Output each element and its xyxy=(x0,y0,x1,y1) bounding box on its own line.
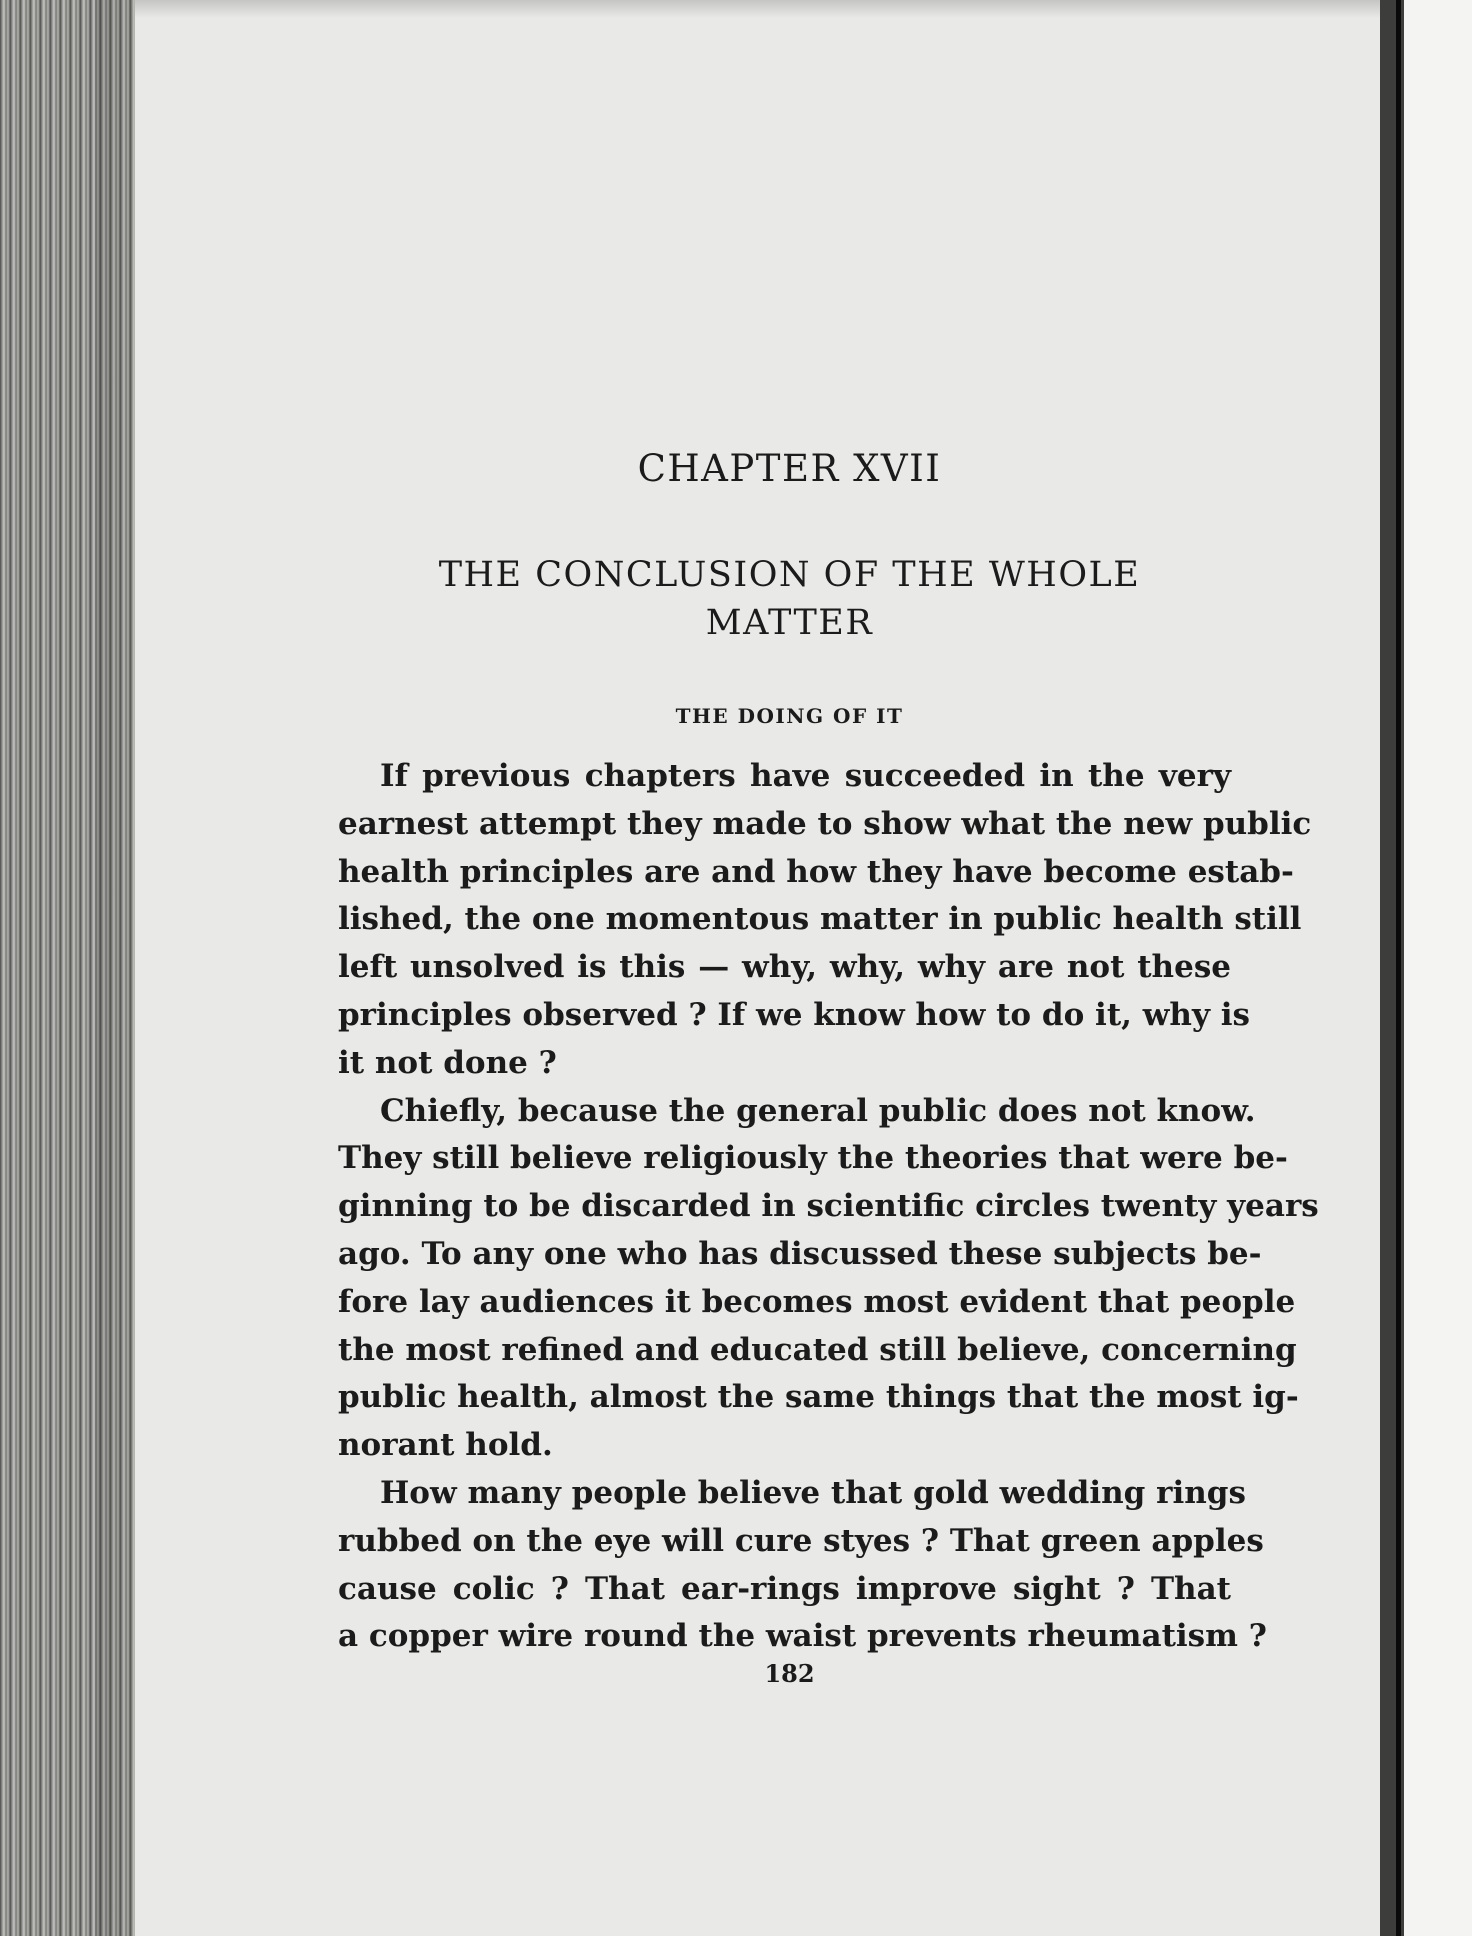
right-gutter xyxy=(1380,0,1472,1936)
text-line: rubbed on the eye will cure styes ? That green apples xyxy=(338,1522,1264,1559)
text-line: the most refined and educated still believe, concerning xyxy=(338,1331,1297,1368)
text-line: principles observed ? If we know how to do it, why is xyxy=(338,996,1250,1033)
text-line: How many people believe that gold wedding rings xyxy=(380,1474,1246,1511)
text-line: ago. To any one who has discussed these subjects be- xyxy=(338,1235,1262,1272)
chapter-title-line: MATTER xyxy=(705,603,874,643)
text-line: ginning to be discarded in scientific circles twenty years xyxy=(338,1188,1319,1225)
paragraph xyxy=(338,1470,1267,1661)
gutter-line xyxy=(1396,0,1401,1936)
text-line: health principles are and how they have become estab- xyxy=(338,853,1294,890)
text-line: it not done ? xyxy=(338,1044,557,1081)
text-line: a copper wire round the waist prevents rheumatism ? xyxy=(338,1618,1267,1655)
page-body xyxy=(338,445,1319,1689)
text-line: left unsolved is this — why, why, why are not these xyxy=(338,949,1231,986)
text-line: They still believe religiously the theories that were be- xyxy=(338,1140,1288,1177)
text-line: lished, the one momentous matter in public health still xyxy=(338,901,1302,938)
page-edges xyxy=(0,0,135,1936)
chapter-title-line: THE CONCLUSION OF THE WHOLE xyxy=(438,555,1141,595)
text-line: earnest attempt they made to show what the new public xyxy=(338,805,1312,842)
chapter-label: CHAPTER XVII xyxy=(637,447,942,490)
text-line: Chiefly, because the general public does not know. xyxy=(380,1092,1256,1129)
text-line: fore lay audiences it becomes most evident that people xyxy=(338,1283,1296,1320)
paragraph xyxy=(338,753,1312,1088)
text-line: cause colic ? That ear-rings improve sight ? That xyxy=(338,1570,1231,1607)
chapter-title xyxy=(348,551,1231,647)
section-subheading: THE DOING OF IT xyxy=(675,704,904,728)
paragraph xyxy=(338,1088,1319,1470)
text-line: If previous chapters have succeeded in the very xyxy=(380,758,1231,794)
page-number: 182 xyxy=(764,1659,815,1689)
text-line: norant hold. xyxy=(338,1427,553,1464)
top-shadow xyxy=(135,0,1380,18)
text-line: public health, almost the same things that the most ig- xyxy=(338,1379,1299,1416)
next-page-sliver xyxy=(1404,0,1472,1936)
